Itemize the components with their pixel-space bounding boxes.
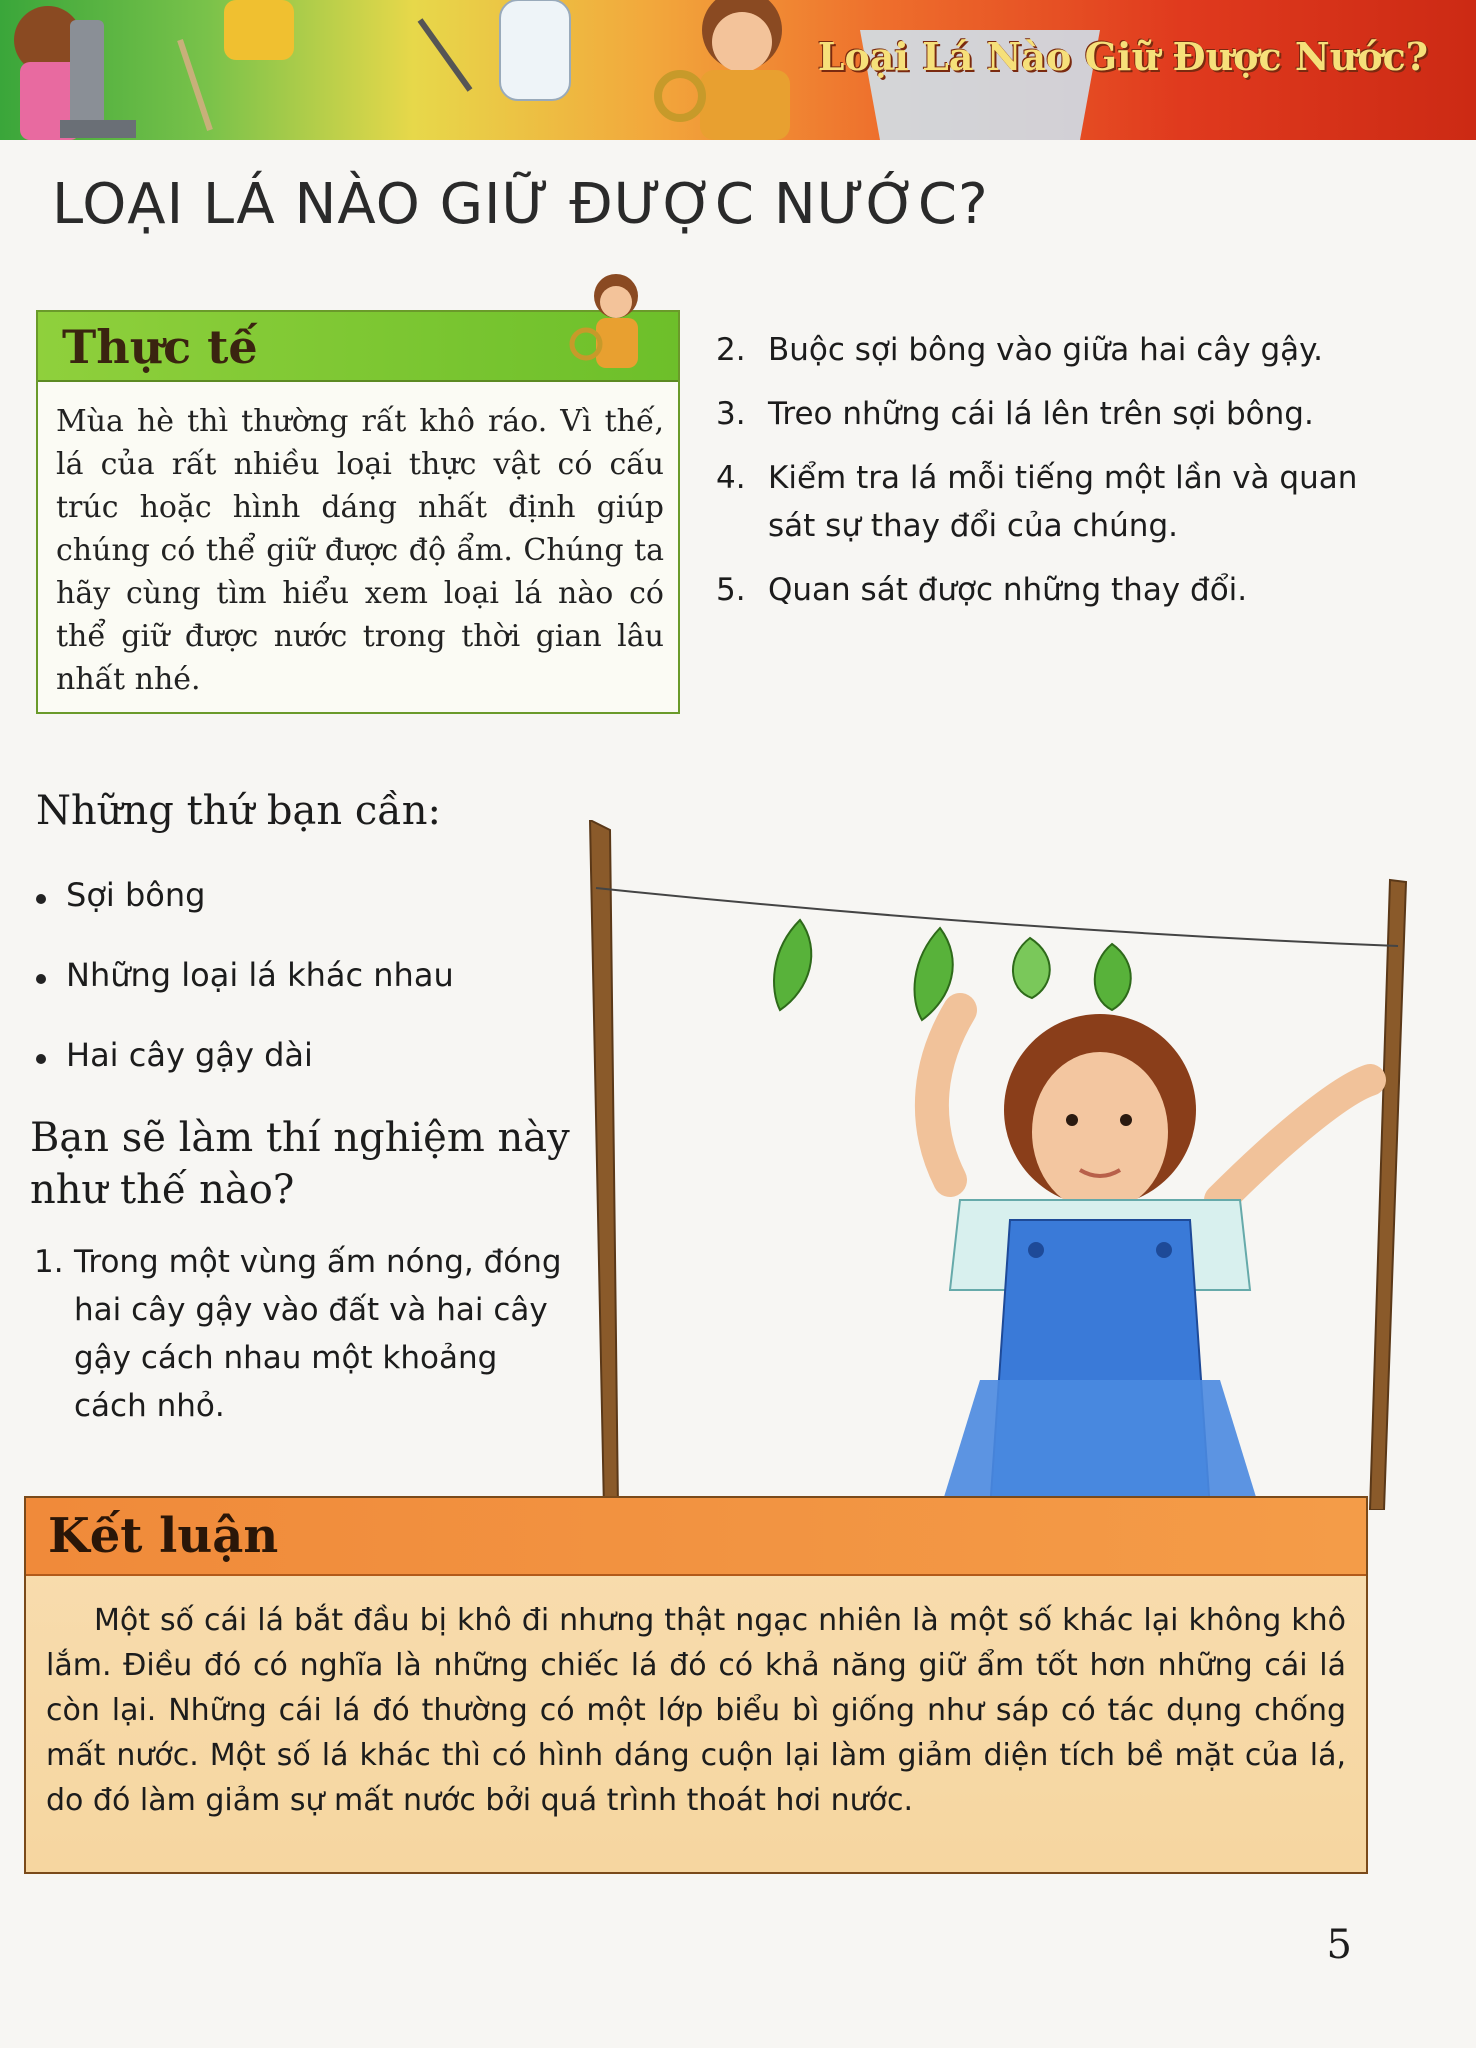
step-number: 4. bbox=[716, 460, 746, 496]
magnifier-icon bbox=[658, 74, 702, 118]
materials-heading: Những thứ bạn cần: bbox=[36, 788, 441, 834]
step-item bbox=[716, 566, 1376, 614]
procedure-heading: Bạn sẽ làm thí nghiệm này như thế nào? bbox=[30, 1115, 570, 1213]
conclusion-text: Một số cái lá bắt đầu bị khô đi nhưng thật ngạc nhiên là một số khác lại không khô lắm. Điều đó có nghĩa là những chiếc lá đó có khả năng giữ ẩm tốt hơn những cái lá còn lại. Những cái lá đó thường có một lớp biểu bì giống như sáp có tác dụng chống mất nước. Một số lá khác thì có hình dáng cuộn lại làm giảm diện tích bề mặt của lá, do đó làm giảm sự mất nước bởi quá trình thoát hơi nước. bbox=[46, 1603, 1346, 1818]
page-title: LOẠI LÁ NÀO GIỮ ĐƯỢC NƯỚC? bbox=[52, 172, 989, 237]
girl-face bbox=[1032, 1052, 1168, 1212]
step-text: Trong một vùng ấm nóng, đóng hai cây gậy vào đất và hai cây gậy cách nhau một khoảng cách nhỏ. bbox=[74, 1244, 562, 1424]
cotton-string bbox=[596, 888, 1398, 946]
girl-right-arm bbox=[1220, 1080, 1370, 1200]
step-text: Buộc sợi bông vào giữa hai cây gậy. bbox=[768, 332, 1323, 368]
list-item: Hai cây gậy dài bbox=[36, 1036, 454, 1116]
microscope-icon bbox=[70, 20, 104, 130]
facts-box bbox=[36, 310, 680, 714]
facts-header bbox=[38, 312, 678, 382]
step-text: Kiểm tra lá mỗi tiếng một lần và quan sát sự thay đổi của chúng. bbox=[768, 460, 1358, 544]
scissors-icon bbox=[420, 20, 470, 90]
conclusion-heading: Kết luận bbox=[48, 1508, 279, 1564]
step-item bbox=[716, 390, 1376, 438]
girl-hanging-leaves-illustration bbox=[560, 820, 1420, 1510]
step-text: Quan sát được những thay đổi. bbox=[768, 572, 1248, 608]
leaf-icon bbox=[1095, 944, 1131, 1010]
list-item: Những loại lá khác nhau bbox=[36, 956, 454, 1036]
left-stick bbox=[590, 820, 618, 1510]
right-stick bbox=[1370, 880, 1406, 1510]
facts-heading: Thực tế bbox=[62, 320, 258, 374]
steps-list-right bbox=[716, 326, 1376, 630]
step-number: 3. bbox=[716, 396, 746, 432]
step-number: 1. bbox=[34, 1244, 64, 1280]
leaf-icon bbox=[774, 920, 811, 1010]
leaf-icon bbox=[1013, 938, 1050, 998]
boy-with-magnifier-icon bbox=[552, 268, 672, 378]
child-body bbox=[224, 0, 294, 60]
conclusion-header bbox=[26, 1498, 1366, 1576]
girl-left-arm bbox=[932, 1010, 960, 1180]
step-item bbox=[716, 326, 1376, 374]
banner-title: Loại Lá Nào Giữ Được Nước? bbox=[817, 34, 1428, 79]
bottle-icon bbox=[500, 0, 570, 100]
step-item bbox=[34, 1238, 574, 1430]
step-text: Treo những cái lá lên trên sợi bông. bbox=[768, 396, 1314, 432]
steps-list-left bbox=[34, 1238, 574, 1430]
step-item bbox=[716, 454, 1376, 550]
facts-text: Mùa hè thì thường rất khô ráo. Vì thế, lá của rất nhiều loại thực vật có cấu trúc hoặc hình dáng nhất định giúp chúng có thể giữ được độ ẩm. Chúng ta hãy cùng tìm hiểu xem loại lá nào có thể giữ được nước trong thời gian lâu nhất nhé. bbox=[56, 404, 664, 697]
page-number: 5 bbox=[1326, 1922, 1352, 1968]
materials-list bbox=[36, 876, 454, 1116]
header-banner bbox=[0, 0, 1476, 140]
step-number: 5. bbox=[716, 572, 746, 608]
list-item: Sợi bông bbox=[36, 876, 454, 956]
conclusion-box bbox=[24, 1496, 1368, 1874]
step-number: 2. bbox=[716, 332, 746, 368]
